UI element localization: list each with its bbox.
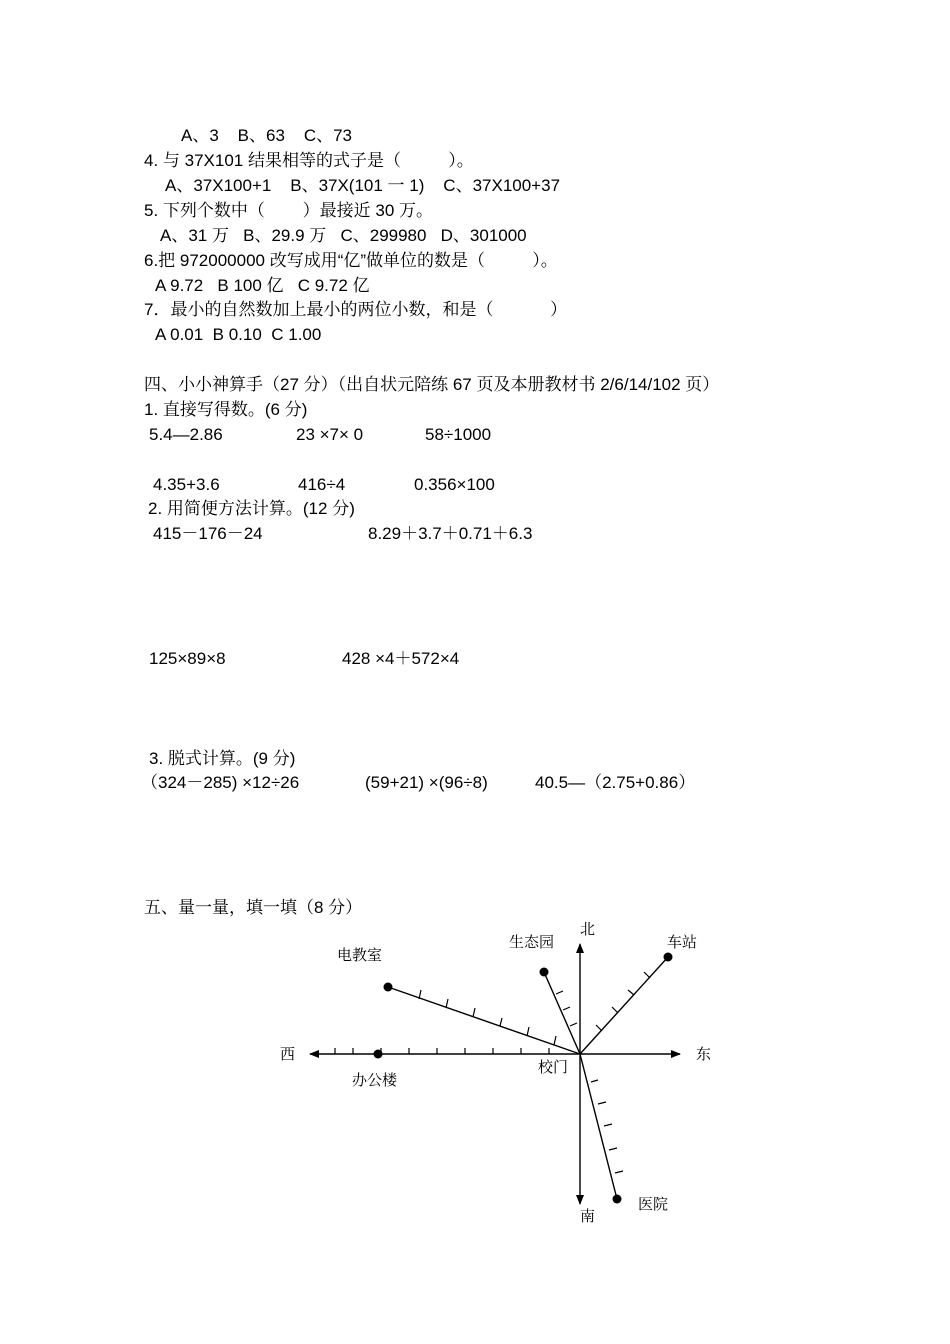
q7-options: A 0.01 B 0.10 C 1.00 <box>155 325 322 344</box>
expr-59-plus-21: (59+21) ×(96÷8) <box>365 773 488 792</box>
office-building-dot <box>374 1050 383 1059</box>
label-south: 南 <box>580 1207 596 1225</box>
expr-8-29-sum: 8.29＋3.7＋0.71＋6.3 <box>368 524 533 543</box>
line-to-station <box>580 957 668 1054</box>
section-5-title: 五、量一量，填一填（8 分） <box>144 898 363 917</box>
question-5: 5. 下列个数中（ ）最接近 30 万。 <box>144 201 434 220</box>
line-to-hospital <box>580 1054 617 1199</box>
expr-5-4-minus-2-86: 5.4—2.86 <box>149 425 223 444</box>
label-east: 东 <box>696 1045 712 1063</box>
section-4-part-1: 1. 直接写得数。(6 分) <box>144 400 308 419</box>
label-school-gate: 校门 <box>538 1058 569 1076</box>
expr-324-285: （324－285) ×12÷26 <box>141 773 300 792</box>
section-4-title: 四、小小神算手（27 分）（出自状元陪练 67 页及本册教材书 2/6/14/102 页） <box>144 375 720 394</box>
label-eco-park: 生态园 <box>509 933 555 951</box>
expr-415-176-24: 415－176－24 <box>153 524 263 543</box>
label-north: 北 <box>580 920 596 938</box>
line-to-electronic-classroom <box>388 987 580 1054</box>
station-dot <box>664 953 673 962</box>
expr-23x7x0: 23 ×7× 0 <box>296 425 364 444</box>
label-electronic-classroom: 电教室 <box>337 946 383 964</box>
q5-options: A、31 万 B、29.9 万 C、299980 D、301000 <box>160 226 527 245</box>
hospital-dot <box>613 1195 622 1204</box>
electronic-classroom-dot <box>384 983 393 992</box>
expr-428x4-plus-572x4: 428 ×4＋572×4 <box>342 649 460 668</box>
expr-416-div-4: 416÷4 <box>298 475 346 494</box>
question-4: 4. 与 37X101 结果相等的式子是（ ）。 <box>144 151 474 170</box>
label-office-building: 办公楼 <box>352 1071 398 1089</box>
label-station: 车站 <box>667 933 698 951</box>
expr-58-div-1000: 58÷1000 <box>425 425 492 444</box>
question-6: 6.把 972000000 改写成用“亿”做单位的数是（ ）。 <box>144 251 558 270</box>
question-7: 7．最小的自然数加上最小的两位小数，和是（ ） <box>144 300 568 319</box>
expr-4-35-plus-3-6: 4.35+3.6 <box>153 475 220 494</box>
expr-40-5-minus: 40.5—（2.75+0.86） <box>535 773 696 792</box>
q6-options: A 9.72 B 100 亿 C 9.72 亿 <box>155 276 370 295</box>
station-ticks <box>596 972 650 1031</box>
label-hospital: 医院 <box>638 1195 669 1213</box>
electronic-classroom-ticks <box>419 990 556 1045</box>
expr-125x89x8: 125×89×8 <box>149 649 226 668</box>
eco-park-dot <box>540 968 549 977</box>
eco-park-ticks <box>556 991 577 1026</box>
q3-options: A、3 B、63 C、73 <box>181 126 353 145</box>
west-axis-ticks <box>335 1048 549 1054</box>
section-4-part-2: 2. 用简便方法计算。(12 分) <box>148 499 355 518</box>
q4-options: A、37X100+1 B、37X(101 一 1) C、37X100+37 <box>165 176 561 195</box>
label-west: 西 <box>280 1045 296 1063</box>
line-to-eco-park <box>544 972 580 1054</box>
expr-0-356x100: 0.356×100 <box>414 475 495 494</box>
section-4-part-3: 3. 脱式计算。(9 分) <box>149 749 296 768</box>
